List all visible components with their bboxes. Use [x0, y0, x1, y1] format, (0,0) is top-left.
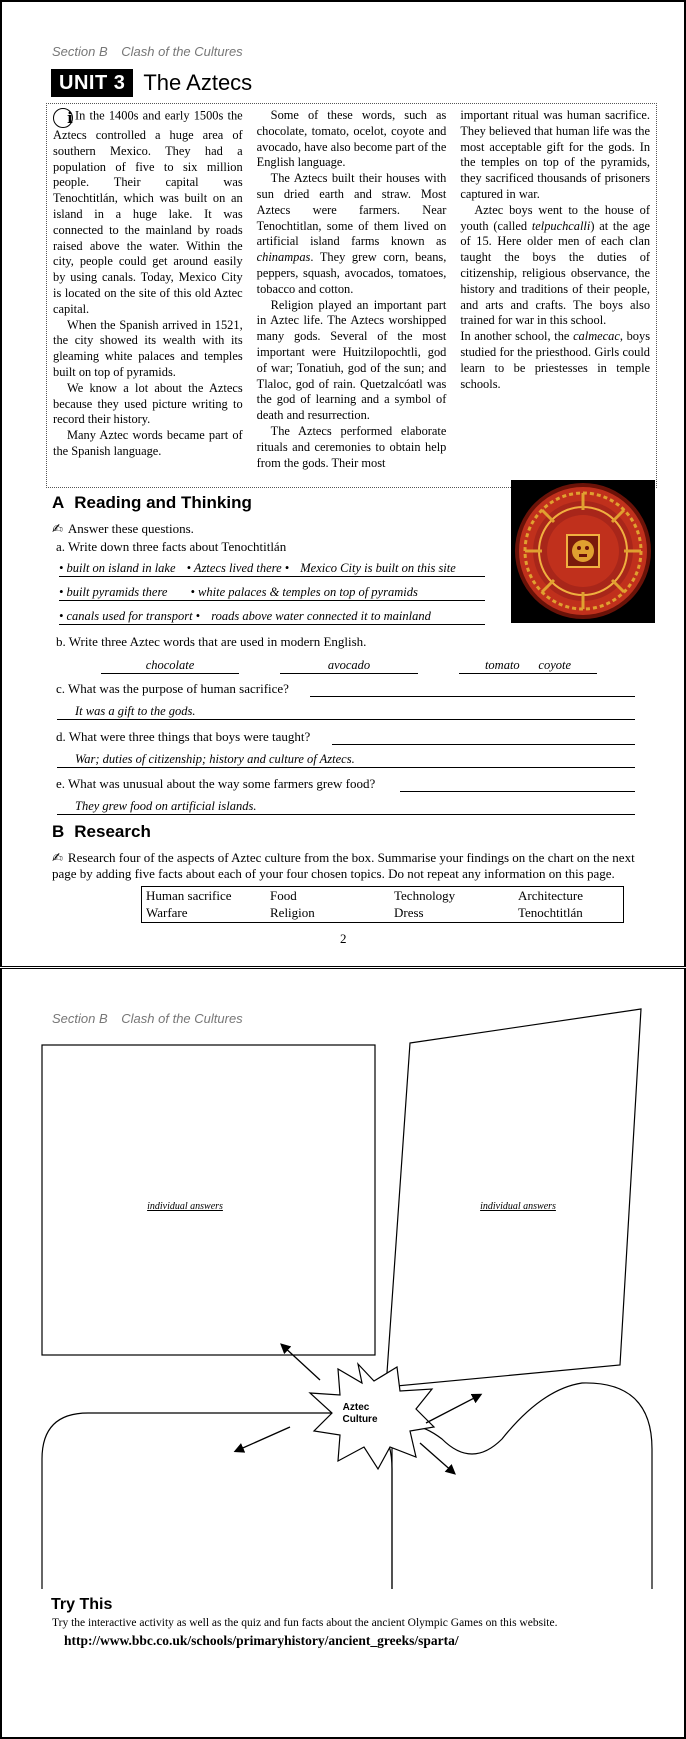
section-a-heading: A Reading and Thinking [52, 493, 252, 512]
pen-icon: ✍ [52, 522, 63, 537]
unit-name: The Aztecs [143, 70, 253, 95]
answer-e-line[interactable] [400, 791, 635, 792]
answer-b-2[interactable]: avocado [280, 658, 418, 674]
left-answer-box[interactable] [42, 1045, 375, 1355]
question-e: e. What was unusual about the way some farmers grew food? [56, 776, 376, 791]
section-label: Section B [52, 1011, 108, 1026]
left-box-text: individual answers [147, 1201, 223, 1212]
section-title: Clash of the Cultures [121, 1011, 243, 1026]
topic: Tenochtitlán [518, 905, 583, 920]
topic: Warfare [146, 905, 188, 920]
answer-b-1[interactable]: chocolate [101, 658, 239, 674]
answer-a-line-1[interactable]: • built on island in lake • Aztecs lived there • Mexico City is built on this site [59, 561, 485, 577]
answer-e[interactable]: They grew food on artificial islands. [57, 799, 635, 815]
worksheet-page-2 [0, 968, 686, 1739]
section-label: Section B [52, 44, 108, 59]
answer-a-line-3[interactable]: • canals used for transport • roads above water connected it to mainland [59, 609, 485, 625]
arrow-icon [282, 1345, 320, 1380]
topic: Technology [394, 888, 456, 903]
topic: Architecture [518, 888, 583, 903]
topics-box [141, 886, 624, 923]
section-b-heading: B Research [52, 822, 151, 841]
research-diagram [2, 969, 684, 1589]
question-b: b. Write three Aztec words that are used in modern English. [56, 634, 367, 649]
question-d: d. What were three things that boys were taught? [56, 729, 311, 744]
right-answer-box[interactable] [386, 1009, 641, 1387]
try-this-title: Try This [51, 1596, 113, 1613]
topic: Religion [270, 905, 315, 920]
try-this-text: Try the interactive activity as well as the quiz and fun facts about the ancient Olympic Games on this website. [52, 1617, 558, 1629]
answer-b-3[interactable]: tomato coyote [459, 658, 597, 674]
answer-d-line[interactable] [332, 744, 635, 745]
arrow-icon [420, 1443, 454, 1473]
center-label-line-2: Culture [342, 1414, 378, 1425]
topic: Food [270, 888, 297, 903]
answer-c-line[interactable] [310, 696, 635, 697]
unit-badge: UNIT 3 [51, 69, 133, 97]
answer-a-line-2[interactable]: • built pyramids there • white palaces & temples on top of pyramids [59, 585, 485, 601]
arrow-icon [236, 1427, 290, 1451]
pen-icon: ✍ [52, 851, 63, 866]
arrow-icon [426, 1395, 480, 1423]
section-title: Clash of the Cultures [121, 44, 243, 59]
reading-column-2: Some of these words, such as chocolate, tomato, ocelot, coyote and avocado, have also become part of the English language. The Aztecs built their houses with sun dried earth and straw. Most Aztecs were farmers. Near Tenochtitlan, some of them lived on artificial island farms known as chinampas. They grew corn, beans, peppers, squash, avocados, tomatoes, tobacco and cotton. Religion played an important part in Aztec life. The Aztecs worshipped many gods. Several of the most important were Huitzilopochtli, god of war; Tonatiuh, god of the sun; and Tlaloc, god of rain. Quetzalcóatl was the god of learning and a symbol of death and resurrection. The Aztecs performed elaborate rituals and ceremonies to obtain help from the gods. Their most [256, 108, 447, 470]
topic: Dress [394, 905, 424, 920]
section-header [52, 44, 243, 59]
section-b-instruction: ✍ Research four of the aspects of Aztec culture from the box. Summarise your findings on the chart on the next page by adding five facts about each of your four chosen topics. Do not repeat any information on this page. [52, 850, 635, 881]
try-this-link[interactable]: http://www.bbc.co.uk/schools/primaryhistory/ancient_greeks/sparta/ [64, 1633, 459, 1648]
aztec-calendar-image [511, 480, 655, 623]
topic: Human sacrifice [146, 888, 232, 903]
reading-column-3: important ritual was human sacrifice. They believed that human life was the most acceptable gift for the gods. In the temples on top of the pyramids, they sacrificed thousands of prisoners captured in war. Aztec boys went to the house of youth (called telpuchcalli) at the age of 15. Here older men of each clan taught the boys the duties of citizenship, religious observance, the history and traditions of their people, and arts and crafts. The boys also trained for war in this school. In another school, the calmecac, boys studied for the priesthood. Girls could learn to be priestesses in temple schools. [460, 108, 651, 391]
reading-passage [46, 103, 657, 488]
question-c: c. What was the purpose of human sacrifice? [56, 681, 289, 696]
info-icon: i [53, 108, 73, 128]
right-box-text: individual answers [480, 1201, 556, 1212]
reading-column-1: i In the 1400s and early 1500s the Aztecs controlled a huge area of southern Mexico. They had a population of five to six million people. Their capital was Tenochtitlán, which was built on an island in a huge lake. It was connected to the mainland by roads raised above the water. Within the city, people could get around easily by using canals. Today, Mexico City is located on the site of this old Aztec capital. When the Spanish arrived in 1521, the city showed its wealth with its gleaming white palaces and temples built on top of pyramids. We know a lot about the Aztecs because they used picture writing to record their history. Many Aztec words became part of the Spanish language. [53, 108, 243, 458]
page-number: 2 [340, 931, 347, 946]
section-a-instruction: ✍ Answer these questions. [52, 521, 194, 537]
bottom-right-answer-box[interactable] [392, 1383, 652, 1589]
answer-c[interactable]: It was a gift to the gods. [57, 704, 635, 720]
question-a: a. Write down three facts about Tenochtitlán [56, 539, 287, 554]
answer-d[interactable]: War; duties of citizenship; history and culture of Aztecs. [57, 752, 635, 768]
center-label-line-1: Aztec [342, 1402, 370, 1413]
unit-title [51, 69, 252, 97]
